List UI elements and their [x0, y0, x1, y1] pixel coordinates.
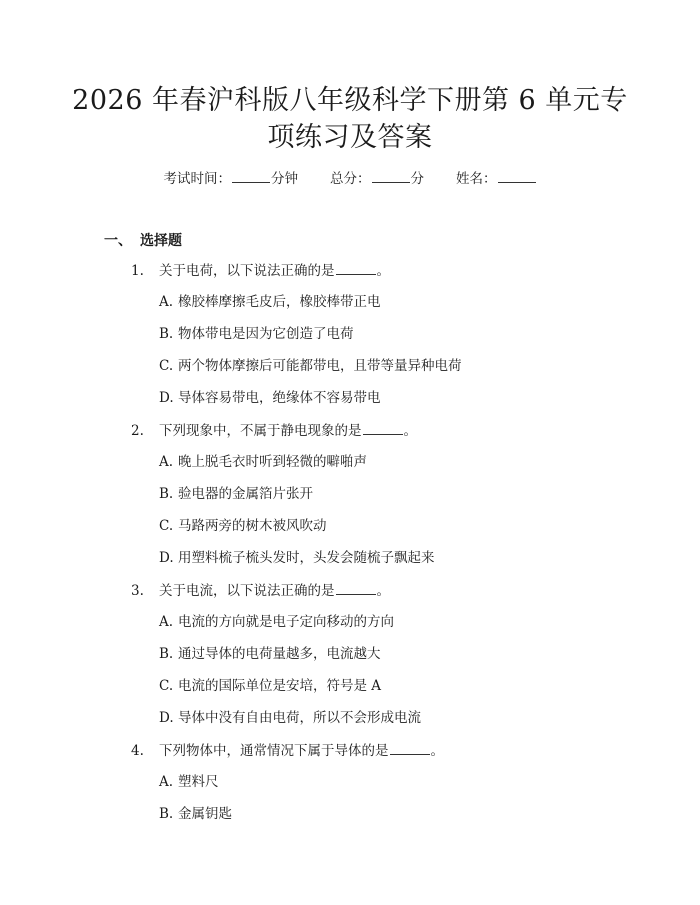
page-title-line-2: 项练习及答案	[267, 122, 433, 153]
option-label: C.	[159, 358, 174, 374]
option-label: B.	[159, 326, 174, 342]
option	[159, 389, 381, 407]
question-stem: 关于电荷，以下说法正确的是	[159, 263, 335, 279]
time-unit: 分钟	[271, 171, 298, 187]
option-text: 验电器的金属箔片张开	[178, 486, 313, 502]
question-3	[131, 581, 390, 600]
section-title: 选择题	[140, 233, 182, 249]
question-end: 。	[430, 743, 444, 759]
question-end: 。	[376, 263, 390, 279]
option-label: B.	[159, 806, 174, 822]
question-stem: 关于电流，以下说法正确的是	[159, 583, 335, 599]
option-label: A.	[159, 614, 174, 630]
question-1	[131, 261, 390, 280]
exam-meta	[0, 169, 700, 188]
option-text: 导体中没有自由电荷，所以不会形成电流	[178, 710, 421, 726]
option-label: A.	[159, 294, 174, 310]
option	[159, 773, 219, 791]
question-4	[131, 741, 444, 760]
option-text: 用塑料梳子梳头发时，头发会随梳子飘起来	[178, 550, 435, 566]
question-end: 。	[403, 423, 417, 439]
section-heading	[104, 230, 182, 250]
option-text: 塑料尺	[178, 774, 219, 790]
answer-blank	[390, 741, 430, 755]
answer-blank	[363, 421, 403, 435]
option-label: C.	[159, 518, 174, 534]
option	[159, 805, 232, 823]
option-label: D.	[159, 710, 174, 726]
option	[159, 453, 367, 471]
section-number: 一、	[104, 233, 132, 249]
option-label: C.	[159, 678, 174, 694]
question-number: 4.	[131, 743, 144, 759]
option-label: D.	[159, 550, 174, 566]
option	[159, 645, 381, 663]
question-stem: 下列现象中，不属于静电现象的是	[159, 423, 362, 439]
answer-blank	[336, 261, 376, 275]
option-label: B.	[159, 486, 174, 502]
page-title-line-1: 2026 年春沪科版八年级科学下册第 6 单元专	[72, 85, 628, 116]
question-number: 2.	[131, 423, 144, 439]
option-label: A.	[159, 774, 174, 790]
option-text: 导体容易带电，绝缘体不容易带电	[178, 390, 381, 406]
option	[159, 677, 381, 695]
option-label: A.	[159, 454, 174, 470]
option-text: 马路两旁的树木被风吹动	[178, 518, 327, 534]
option-text: 电流的国际单位是安培，符号是 A	[178, 678, 382, 694]
option-text: 橡胶棒摩擦毛皮后，橡胶棒带正电	[178, 294, 381, 310]
score-label: 总分：	[330, 171, 371, 187]
name-label: 姓名：	[456, 171, 497, 187]
question-stem: 下列物体中，通常情况下属于导体的是	[159, 743, 389, 759]
question-number: 1.	[131, 263, 144, 279]
option-text: 金属钥匙	[178, 806, 232, 822]
option	[159, 613, 394, 631]
question-end: 。	[376, 583, 390, 599]
option	[159, 709, 421, 727]
option	[159, 549, 435, 567]
option	[159, 293, 381, 311]
option-text: 物体带电是因为它创造了电荷	[178, 326, 354, 342]
option-text: 晚上脱毛衣时听到轻微的噼啪声	[178, 454, 367, 470]
question-number: 3.	[131, 583, 144, 599]
option-text: 电流的方向就是电子定向移动的方向	[178, 614, 394, 630]
score-blank	[372, 169, 410, 183]
time-blank	[232, 169, 270, 183]
option	[159, 485, 313, 503]
question-2	[131, 421, 417, 440]
option-label: B.	[159, 646, 174, 662]
option	[159, 357, 462, 375]
option-label: D.	[159, 390, 174, 406]
option-text: 两个物体摩擦后可能都带电，且带等量异种电荷	[178, 358, 462, 374]
option	[159, 325, 354, 343]
time-label: 考试时间：	[163, 171, 231, 187]
score-unit: 分	[410, 171, 424, 187]
name-blank	[498, 169, 536, 183]
option	[159, 517, 327, 535]
answer-blank	[336, 581, 376, 595]
option-text: 通过导体的电荷量越多，电流越大	[178, 646, 381, 662]
